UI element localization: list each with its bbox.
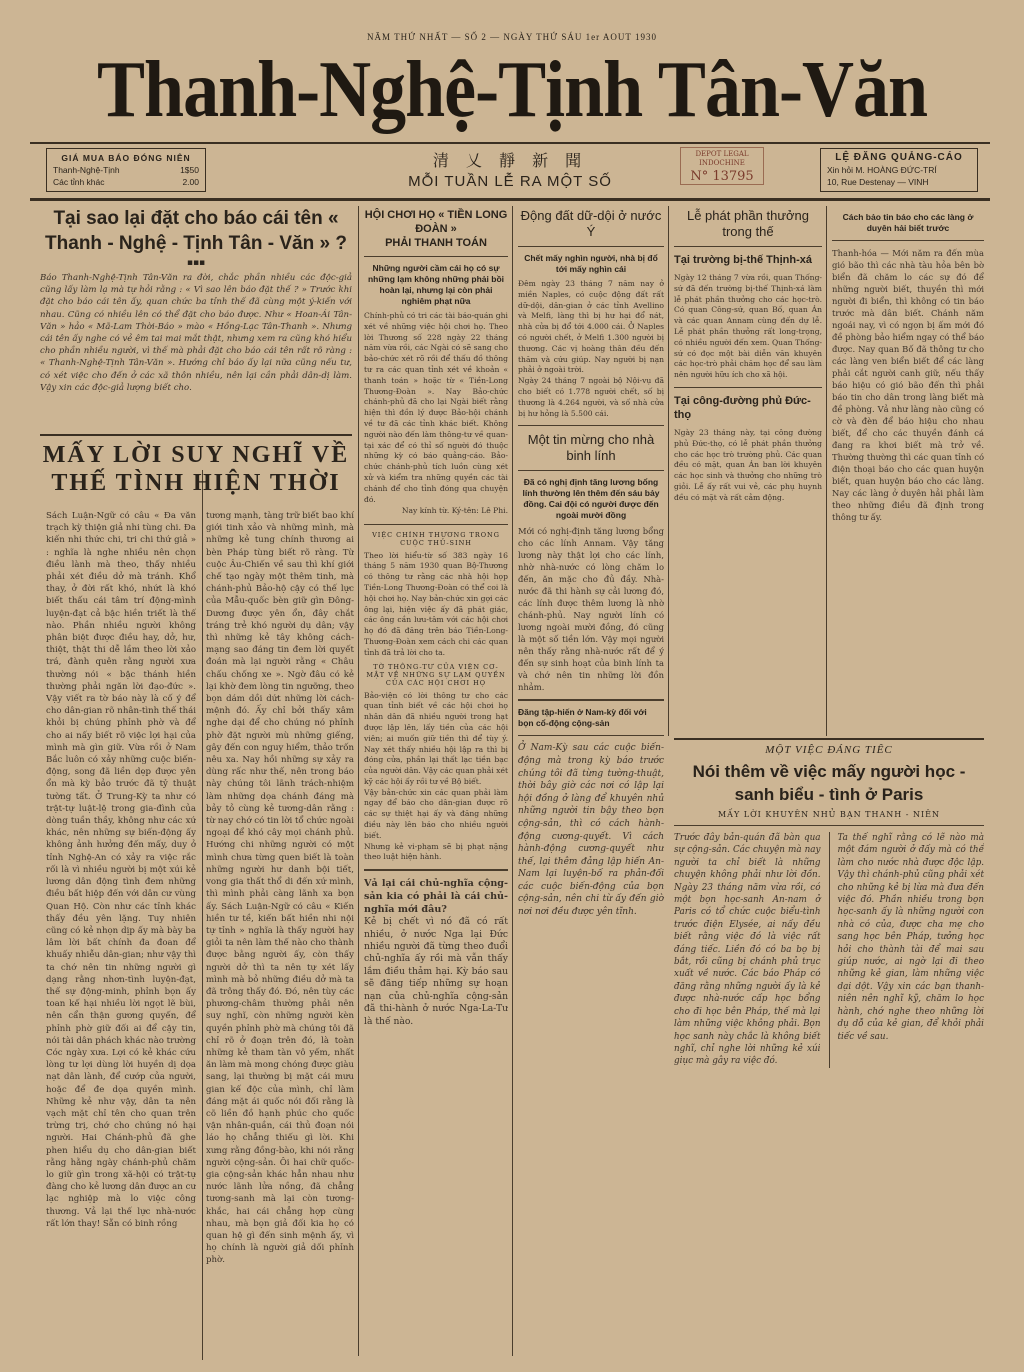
divider bbox=[674, 246, 822, 247]
column-3-body-2: Theo lời hiểu-từ số 383 ngày 16 tháng 5 năm 1930 quan Bộ-Thương có thông tư rằng các nhà hội họp Tiền-Long Thương-Đoàn có thể coi là hội chơi họ. Nay bản-chức xin gợi các ông lại, hiện việc ấy đã phát giác, các ông cần lưu-tâm với các hội chơi họ đó đã đăng trên báo Tiền-Long-Thương-Đoàn xem cách chi các quan tỉnh đã trả lời cho ta. bbox=[364, 550, 508, 657]
advert-box bbox=[820, 148, 978, 192]
column-4-block2-body: Mới có nghị-định tăng lương bổng cho các lính Annam. Vậy tăng lương này thật lợi cho các lính, nhờ nhà-nước có lòng chăm lo đến, ăn mặc cho đủ đầy. Nhà-nước đã thi hành sự cải lương đó, các lính được thêm lương là nhờ chánh-phủ. Nay người lính có lương ngoài mười đồng, đó cũng là một số tiền lớn. Vậy mọi người nên thấy rằng nhà-nước rất để ý đến sự sinh hoạt của binh lính ta và chớ nên tin những lời đồn nhảm. bbox=[518, 526, 664, 693]
divider bbox=[832, 240, 984, 241]
column-4-body-2: Ngày 24 tháng 7 ngoài bộ Nội-vụ đã cho biết có 1.778 người chết, số bị thương là 4.264 người, và số nhà cửa bị hư hỏng là 5.500 cái. bbox=[518, 376, 664, 418]
column-4-block2-subtitle: Đã có nghị định tăng lương bổng lính thường lên thêm đến sáu bảy đồng. Cai đội có người được đến ngoài mười đồng bbox=[522, 477, 660, 521]
column-3-title: PHẢI THANH TOÁN bbox=[385, 237, 487, 249]
feature-title-line: THẾ TÌNH HIỆN THỜI bbox=[51, 470, 341, 496]
lead-article-body: Báo Thanh-Nghệ-Tịnh Tân-Văn ra đời, chắc phần nhiều các độc-giả cũng lấy làm lạ mà tự hỏi rằng : « Vì sao lên báo đặt thế ? » Trước khi đặt cho báo cái tên ấy, quan chức ba tỉnh thế đã cùng một ý-kiến với nhau. Cũng có nhiều lên có thể đặt cho báo được. Như « Hoan-Ái Tân-Văn » hảo « Mã-Lam Thời-Báo » mào « Hồng-Lạc Tân-Thanh ». Nhưng cái tên ấy nghe có vẻ êm tai mai mắt thật, nhưng xem ra cũng khó hiểu cho phần nhiều người, vì thế mà phải đặt cho báo cái tên rất rõ ràng : « Thanh-Nghệ-Tịnh Tân-Văn ». Hướng chỉ báo ấy lại nữa cũng nếu tư, có xét việc cho đến ở các xã thôn nhiều, nên lại cần phải dân-dị làm. Vậy xin các độc-giả lượng biết cho. bbox=[40, 273, 352, 393]
subscription-label: Thanh-Nghệ-Tịnh bbox=[53, 165, 120, 175]
column-5-subtitle: Tại trường bị-thế Thịnh-xá bbox=[674, 254, 812, 266]
column-4-subtitle: Chết mấy nghìn người, nhà bị đổ tới mấy nghìn cái bbox=[524, 253, 658, 274]
column-6 bbox=[832, 208, 984, 733]
column-5-body: Ngày 23 tháng này, tại công đường phủ Đức-thọ, có lễ phát phần thưởng cho các học trò trường phủ. Các quan đều có mặt, quan Án ban lời khuyên các học sinh và thưởng cho những trò giỏi. Lễ ấy rất vui vẻ, các phụ huynh đều có mặt và rất cảm động. bbox=[674, 427, 822, 502]
column-6-title: Cách bảo tin báo cho các làng ở duyên hải biết trước bbox=[842, 212, 974, 233]
section-rule bbox=[674, 738, 984, 740]
advert-title: LỆ ĐĂNG QUẢNG-CÁO bbox=[835, 152, 963, 163]
column-4-block3-body: Ở Nam-Kỳ sau các cuộc biến-động mà trong kỳ báo trước chúng tôi đã từng tường-thuật, thời bây giờ các nơi có lập lại hội đồng ở làng để khuyên nhủ những người tin bậy theo bọn cộng-sản, thì có cách hành-động cương-quyết. Vì cách hành-động cương-quyết như thế, lại thêm đảng lập hiến An-Nam lại luyện-bố ra phản-đối các cuộc biến-động của bọn cộng-sản, nên chi từ ấy đến giờ nơi nơi đều được yên tĩnh. bbox=[518, 743, 664, 918]
column-rule bbox=[826, 206, 827, 736]
column-7-kicker: MỘT VIỆC ĐÁNG TIẾC bbox=[765, 744, 893, 756]
masthead-rule-bottom bbox=[30, 198, 990, 201]
divider bbox=[364, 524, 508, 525]
divider bbox=[518, 425, 664, 426]
column-3-subtitle: Những người cầm cái họ có sự những lạm không những phải bồi hoàn lại, nhưng lại còn phải nghiêm phạt nữa bbox=[367, 263, 505, 306]
lead-article bbox=[40, 206, 352, 436]
advert-line: Xin hỏi M. HOÀNG ĐỨC-TRÍ bbox=[827, 165, 937, 175]
column-7-title: Nói thêm về việc mấy người học - sanh biểu - tình ở Paris bbox=[692, 762, 966, 804]
legal-deposit-stamp bbox=[680, 147, 764, 185]
divider bbox=[364, 256, 508, 257]
column-3-title: HỘI CHƠI HỌ « TIỀN LONG ĐOÀN » bbox=[364, 209, 508, 235]
column-7 bbox=[674, 744, 984, 1354]
column-3-bottom-body: Kẻ bị chết vì nó đã có rất nhiều, ở nước Nga lại Đức nhiều người đã từng theo đuổi chủ-nghĩa ấy rồi mà vẫn thấy lắm điều thảm hại. Kỳ báo sau sẽ đăng tiếp những sự hoạn nạn của chủ-nghĩa cộng-sản đã thi-hành ở nước Nga-La-Tư là thế nào. bbox=[364, 916, 508, 1027]
column-3-bottom-title: Vả lại cái chủ-nghĩa cộng-sản kia có phải là cái chủ-nghĩa mới đâu? bbox=[364, 878, 508, 916]
section-rule bbox=[40, 434, 352, 436]
divider bbox=[364, 869, 508, 871]
column-rule bbox=[202, 470, 203, 1360]
column-4 bbox=[518, 208, 664, 1353]
divider bbox=[674, 387, 822, 388]
column-4-title: Động đất dữ-dội ở nước Ý bbox=[520, 208, 662, 239]
ornament: ▪▪▪ bbox=[186, 258, 206, 268]
subscription-value: 2.00 bbox=[182, 177, 199, 187]
subscription-value: 1$50 bbox=[180, 165, 199, 175]
masthead-rule-top bbox=[30, 142, 990, 144]
column-rule bbox=[829, 832, 830, 1068]
column-3 bbox=[364, 208, 508, 1353]
feature-col-2: tương mạnh, tàng trữ biết bao khí giới tinh xảo và những mình, mà những kẻ tung chính thương ai bèn Pháp tùng biết rõ ràng. Từ cuộc Âu-Chiến về sau thì khí giới chế tạo ngày một thêm tinh, mà chánh-phủ Bảo-hộ cậy có thế lực của Mẫu-quốc bèn giữ gìn Đông-Dương được yên ổn, đây chắt tráng trẻ khó người dụ dân; vậy thì những kẻ tây không cách-mạng sao đáng tin đem lời quyết đoán mà lại người rằng « Châu chấu chống xe ». Ngờ đâu có kẻ lại khờ đem lòng tin ngưỡng, theo bọn dám dồi dứt những lời cách-mệnh đó. Ấy chỉ bởi thấy xâm nghe dại để cho chúng nó phỉnh phờ đặt người mù những giếng, gây đến con nguy hiểm, thảo trốn nêu xa. Nay hồi những sự xảy ra dùng rấc như thế, nên trong báo này chúng tôi lãnh trách-nhiệm làm những dọa chánh đáng mà bảy tỏ cùng kẻ tương-dân rằng : từ nay chớ có tin lời tổ chức ngoài ngoại để khó cây mọi chánh phủ. Hướng chi những người có một mình chưa từng quen biết là toàn những người hư danh bội tiết, vong gia thất thổ di đến xứ mình, thì mình phải càng lãnh xa bọn ấy. Sách Luận-Ngữ có câu « Kiến hiền tư tề, kiến bất hiền nhi nội tự tỉnh » nghĩa là thấy người hay giỏi ta nên làm thế nào cho thành được bằng người ấy, còn thấy người dở thì ta nên tự xét lấy mình mà bỏ những điều dở mà ta đã trông thấy đó. Đó, nên tùy các phương-châm thường phải nên suy nghĩ, còn những người kèn quyền phỉnh phờ mà chúng tôi đã chỉ rõ ở đoạn trên đó, là toàn những kẻ tham tàn vô yếm, nhất ăn làm mà mong chóng được giàu sang, lại thường bị mặt cái mưu gian kế độc của mình, chỉ làm đáng mặt ái quốc nói đối rằng là cõ liền đồ hạnh phúc cho quốc vận nhân-quần, cái thủ đoạn nói láo họ chẳng thiếu gì lời. Khi xưng rằng đồng-bào, khi nói rằng người cộng-sản. Ôi hai chữ quốc-gia cộng-sản khác hẳn nhau như nước lãnh lửa nồng, đã chẳng tương-sanh mà lại còn tương-khắc, hai cái chẳng hợp cùng nhau, mà bọn giả đối kia họ có quan hệ gì đến sinh mệnh ấy, vì họ chính là người giả dối phỉnh phờ. bbox=[206, 511, 354, 1266]
column-7-col-2: Ta thế nghĩ rằng có lẽ nào mà một đám người ở đấy mà có thể làm cho nước nhà được độc lập. Vậy thì chánh-phủ cũng phải xét cho những kẻ bị lừa mà đưa đến việc đó. Phần nhiều trong bọn học-sanh ấy là những người con nhà có của, được cha mẹ cho sang học bên Pháp, tưởng học hỏi cho thành tài để mai sau giúp nước, ai ngờ lại đi theo những kẻ gian, làm những việc dại dột. Vậy xin các bạn thanh-niên nên nghĩ kỹ, chăm lo học hành, chớ nghe theo những lời dụ dỗ của kẻ gian, để khỏi phải tiếc về sau. bbox=[837, 833, 984, 1042]
stamp-number: N° 13795 bbox=[690, 169, 754, 184]
column-3-body: Chính-phủ có tri các tài báo-quán ghi xét về những việc hội chơi họ. Theo lời Thương số 228 ngày 22 tháng năm vừa rồi, các Ngài có sẽ sang cho bảo-chức xét rõ rồi để thấu đồ thông tư ra các quan tỉnh xét về khoản « thanh toán » hoặc từ « Tiền-Long Thương-Đoàn ». Nay Bảo-chức chánh-phủ đã cho lại Ngài biết rằng hiện thì đồn lý được Bảo-hội chánh về tư đã các tỉnh khác biết. Không người nào đến làm thông-tư về quan-tại xác để có thỉ số người đó thuộc những kỳ có báo quảng-cáo. Bảo-chức chánh-phủ tích luồn cùng xét xử và kiểm tra những quyền các tài chánh để cho tỉnh đóng qua chuyện đó. bbox=[364, 311, 508, 504]
lead-article-title: Tại sao lại đặt cho báo cái tên « Thanh - Nghệ - Tịnh Tân - Văn » ? bbox=[45, 208, 347, 254]
divider bbox=[674, 825, 984, 826]
column-7-body bbox=[674, 832, 984, 1068]
divider bbox=[518, 735, 664, 736]
column-7-col-1: Trước đây bản-quán đã bàn qua sự cộng-sản. Các chuyện mà nay người ta chỉ biết là những chuyện không phải như lời đồn. Ngày 23 tháng năm vừa rồi, có một bọn học-sanh An-nam ở Paris có tổ chức cuộc biểu-tình trước điện Elysée, ai nấy đều biết rằng việc đó là việc rất đáng tiếc. Liền đó có ba bọ bị bắt, rồi cũng bị chánh phủ trục xuất về nước. Các báo Pháp có đăng rằng những người ấy là kẻ được nhà-nước cấp học bổng cho đi học bên Pháp, thế mà lại làm những việc không phải. Bọn học sanh này chắc là không biết nghĩ, chỉ nghe lời những kẻ xúi giục mà gây ra việc đó. bbox=[674, 833, 821, 1067]
subscription-row bbox=[53, 164, 199, 176]
masthead-center bbox=[380, 148, 640, 190]
column-rule bbox=[668, 206, 669, 736]
column-3-body-3: Bảo-viện có lời thông tư cho các quan tỉnh biết về các hội chơi họ nhân dân đã nhiều người trong hạt được lập lên, lấy tiền của các hội viên; ai muốn giữ tiền thì để tùy ý. Nay xét thấy nhiều hội lập ra thì bị đóng cửa, phần lại thất lạc tiền bạc của người dân. Vậy các quan phải xét kỹ các hội ấy rồi tư về Bộ biết. bbox=[364, 690, 508, 786]
column-4-block3-title: Đăng tập-hiến ở Nam-kỳ đối với bọn cổ-động cộng-sản bbox=[518, 707, 647, 729]
feature-col-1: Sách Luận-Ngữ có câu « Đa văn trạch kỳ thiện giả nhi tùng chi. Đa kiến nhi thức chi, tri chi thứ giả » : nghĩa là nghe nhiều nên chọn điều lành mà theo, thấy nhiều phải xét điều dở mà tránh. Khổ thay, ở đời rất khó, nhứt là khó biết thấu cái tâm trí động-mình luyện-đạt cả bậc hiền triết là thế nào. Phần nhiều người không phân biệt được điều hay, dở, hư, thiệt, thật thi dễ lầm theo lời xảo trá, đành quên rằng người xưa thường nói « bậc thánh hiền thường phải ngăn lời đạo-đức ». Vậy viết ra tờ báo này là cố ý để cho dân-gian rõ nhân-tình thế thái khỏi bị chúng phỉnh phờ và để cho ai nấy biết rõ việc lợi hại của mình mà gìn giữ. Vừa rồi ở Nam Bắc luôn có xảy những cuộc biến-động, song đã liền dẹp được yên ổn mà kỳ bảo trước đã tỷ thuật tường tất. Ở Trung-Kỳ ta như có trật-tự luật-lệ trong gia-đình của dòng tuần thầy, không như các xứ khác, nên những sự biến-động ấy không ảnh hưởng đến mấy, duy ở tỉnh Nghệ-An có xảy ra việc rắc rối là vì nhiều người bị một xúi kẻ lương dân động tình đem những điều bất hiệp đến với dân cư vùng Quan Hộ. Còn như các tỉnh khác thấy đều yên lặng. Tuy nhiên cũng có kẻ nhọn dịp ấy mà bày ba lâm lời bất chính đa đoan để khuấy nhiễu dân-gian; như vậy thì ta chớ nên tin những người gì dạng rằng nhơn-tình luyện-đạt, thế sự động-minh, phỉnh bọn ấy toan kế hại nhiều lời ngọt lẽ bùi, nên cẩn thận gương quyến, để phỉnh phờ giữ đối ai để cậy tin, nói tài dân phách khác nào trường Cóc ngày xưa. Lợi có kẻ khác cứu lòng tư lợi dùng lời huyền dị dọa nạt dân lành, để cướp của người, hoặc để đe dọa quyền mình. Những kẻ như vậy, dân ta nên vạch mặt chỉ tên cho quan trên trừng trị, chớ cho chúng nó hại người. Hai Chánh-phủ đã ghe phen hiểu dụ cho dân-gian biết rằng hằng ngày chánh-phủ chăm lo giữ gìn trong xã-hội có trật-tự đàng cho kẻ lương dân được an cư lạc nghiệp mà lo việc công thương. Vả lại thế lực nhà-nước rất lớn thay! Sẵn có binh rồng bbox=[46, 511, 196, 1229]
column-5-title: Lễ phát phần thưởng trong thế bbox=[686, 208, 810, 239]
column-5-body: Ngày 12 tháng 7 vừa rồi, quan Thống-sứ đã đến trường bị-thế Thịnh-xá làm lễ phát phần thưởng cho các học-trò. Có quan Công-sứ, quan Bố, quan Án và các quan Annam cùng đến dự lễ. Lễ phát phần thưởng rất long-trọng, có nhiều người đến xem. Quan Thống-sứ có đọc một bài diễn văn khuyên các học-trò phải chăm học để sau làm nên người hữu ích cho xã hội. bbox=[674, 273, 822, 380]
chinese-title: 清 乂 靜 新 聞 bbox=[432, 151, 588, 170]
divider bbox=[518, 470, 664, 471]
column-rule bbox=[512, 206, 513, 1356]
column-3-section: TỜ THÔNG-TƯ CỦA VIỆN CƠ-MẬT VỀ NHỮNG SỰ LẠM QUYỀN CỦA CÁC HỘI CHƠI HỌ bbox=[366, 662, 506, 687]
subscription-label: Các tỉnh khác bbox=[53, 177, 105, 187]
column-6-body: Thanh-hóa — Mới năm ra đến mùa gió bão thì các nhà tàu hỏa bên bờ biển đã chăm lo các sự đó để những người biết, thuyền thì mới người đi biển, thì không có tin báo trước mà dân biết. Chánh năm ngoái nay, vì có ngọn bị ấm mới đó đề phòng bảo hiểm ngay có thể báo được. Nay quan Bố đã thông tư cho các làng ven biển biết để các làng phải cắt người canh giữ, nếu thấy báo hiệu có gió bão đến thì phải báo tin cho dân trong làng biết mà đề phòng. Vả như làng nào cũng có cờ và đèn để báo hiệu cho nhau biết, để cho các thuyền đánh cá đang ra khơi biết mà trở về. Thường thường thì các quan tỉnh có điện thoại báo cho các quan huyện biết, quan huyện báo cho các làng. Nay các làng ở duyên hải phải làm theo những điều đã định trong thông tư ấy. bbox=[832, 248, 984, 522]
masthead-title: Thanh-Nghệ-Tịnh Tân-Văn bbox=[97, 44, 927, 134]
divider bbox=[518, 246, 664, 247]
feature-title-line: MẤY LỜI SUY NGHĨ VỀ bbox=[42, 442, 350, 468]
column-7-byline: MẤY LỜI KHUYÊN NHỦ BẠN THANH - NIÊN bbox=[717, 810, 941, 819]
feature-title bbox=[40, 466, 352, 506]
stamp-subtitle: INDOCHINE bbox=[699, 159, 745, 167]
stamp-title: DEPOT LEGAL bbox=[695, 150, 749, 158]
subscription-box bbox=[46, 148, 206, 192]
column-5-subtitle: Tại công-đường phủ Đức-thọ bbox=[674, 394, 811, 421]
weekly-tagline: MỖI TUẦN LỄ RA MỘT SỐ bbox=[408, 173, 612, 190]
column-rule bbox=[358, 206, 359, 1356]
column-5 bbox=[674, 208, 822, 733]
dateline: NĂM THỨ NHẤT — SỐ 2 — NGÀY THỨ SÁU 1er AOUT 1930 bbox=[367, 32, 657, 42]
subscription-title: GIÁ MUA BÁO ĐÓNG NIÊN bbox=[61, 153, 191, 163]
divider bbox=[518, 699, 664, 701]
column-3-end: Nhưng kẻ vi-phạm sẽ bị phạt nặng theo luật hiện hành. bbox=[364, 841, 508, 862]
column-3-byline: Nay kính từ. Ký-tên: Lê Phi. bbox=[401, 506, 508, 516]
column-4-body: Đêm ngày 23 tháng 7 năm nay ở miền Naples, có cuộc động đất rất dữ-dội, dân-gian ở các tỉnh Avellino và Melfi, làng thì bị hư hại đổ nát, nhà cửa bị đổ tới 4.000 cái. Ở Naples có người chết, ở Melfi 1.300 người bị thương. Các vị hoàng thân đều đến thăm và cứu giúp. Nay người bị nạn phải ở ngoài trời. bbox=[518, 279, 664, 375]
advert-line: 10, Rue Destenay — VINH bbox=[827, 177, 929, 187]
column-3-filler-title: VIỆC CHÍNH THƯƠNG TRONG CUỘC THỦ-SINH bbox=[372, 530, 500, 547]
subscription-row bbox=[53, 176, 199, 188]
column-3-body-4: Vậy bản-chức xin các quan phải làm ngay để báo cho dân-gian được rõ các sự thiệt hại ấy và đăng những điều này lên báo cho nhiều người biết. bbox=[364, 787, 508, 840]
column-4-block2-title: Một tin mừng cho nhà binh lính bbox=[527, 432, 655, 464]
